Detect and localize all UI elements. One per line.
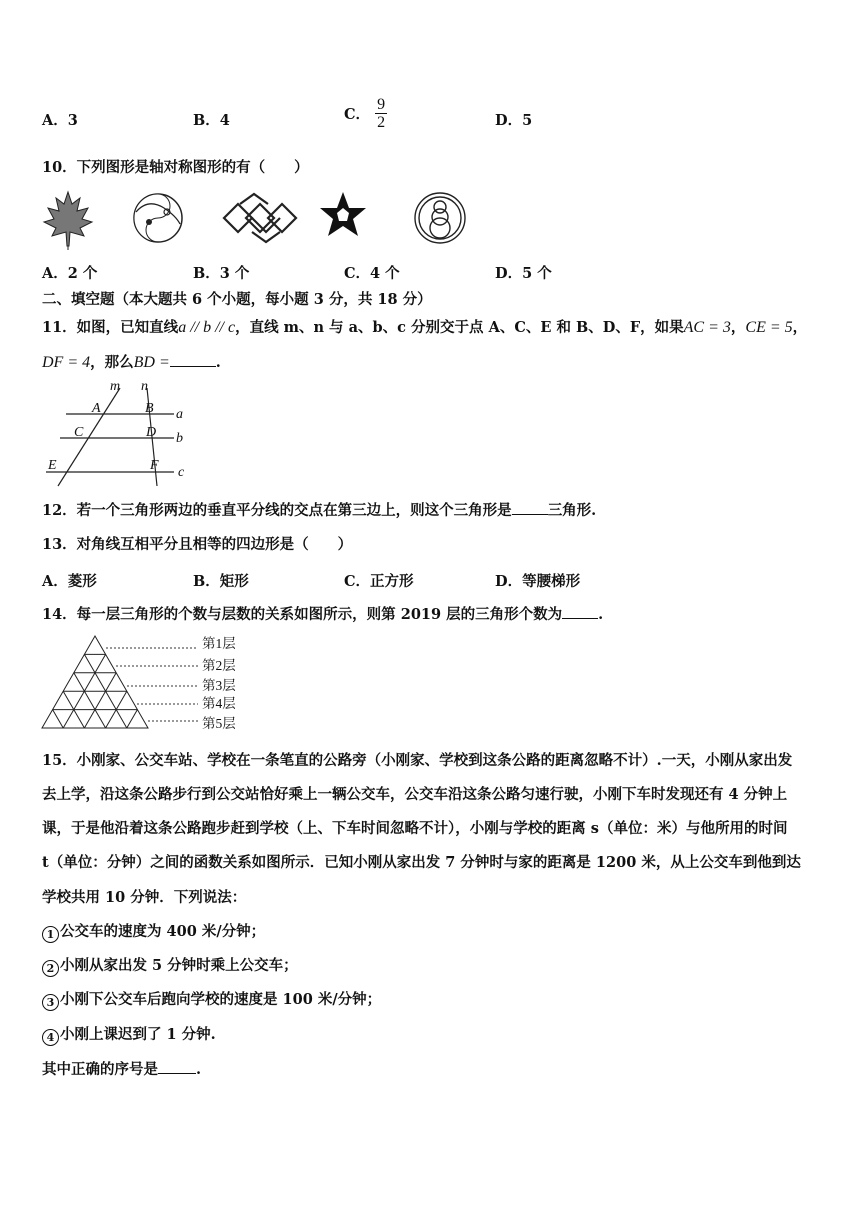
knot-pattern-icon [224,194,296,242]
q13-option-a: A．菱形 [42,573,97,590]
answer-blank[interactable] [158,1059,196,1074]
q15-line-3: 课，于是他沿着这条公路跑步赶到学校（上、下车时间忽略不计），小刚与学校的距离 s（单位：米）与他所用的时间 [42,820,788,837]
q10-option-d: D．5 个 [495,265,552,282]
answer-blank[interactable] [512,500,548,515]
q11-figure [40,378,200,488]
layer-label-3: 第3层 [202,678,236,693]
q14-triangle-figure [40,632,250,736]
q15-statement-3: 3 小刚下公交车后跑向学校的速度是 100 米/分钟； [42,990,381,1011]
q13-option-c: C．正方形 [344,573,414,590]
q10-stem: 10．下列图形是轴对称图形的有（ ） [42,159,309,176]
fraction: $\frac{9}{2}$ [377,96,386,131]
q9-option-c: C． $\frac{9}{2}$ [344,96,386,131]
q10-figures [40,186,470,252]
q10-option-b: B．3 个 [193,265,250,282]
q11-line2: DF = 4，那么BD = . [42,354,221,371]
label-E: E [48,458,57,473]
star-flower-icon [320,192,366,236]
q15-line-4: t（单位：分钟）之间的函数关系如图所示．已知小刚从家出发 7 分钟时与家的距离是 1200 米，从上公交车到他到达 [42,854,801,871]
label-D: D [146,425,157,440]
q15-line-1: 15．小刚家、公交车站、学校在一条笔直的公路旁（小刚家、学校到这条公路的距离忽略不计）.一天，小刚从家出发 [42,752,793,769]
circled-number: 4 [42,1029,59,1046]
circles-emblem-icon [415,193,465,243]
label-F: F [150,458,159,473]
layer-label-5: 第5层 [202,716,236,731]
yin-yang-icon [134,194,182,242]
q11-line1: 11．如图，已知直线a // b // c，直线 m、n 与 a、b、c 分别交于点 A、C、E 和 B、D、F，如果AC = 3，CE = 5， [42,319,808,336]
q12-text: 12．若一个三角形两边的垂直平分线的交点在第三边上，则这个三角形是 三角形. [42,502,597,519]
layer-label-4: 第4层 [202,696,236,711]
label-C: C [74,425,84,440]
q13-option-b: B．矩形 [193,573,249,590]
q13-option-d: D．等腰梯形 [495,573,581,590]
q9-option-b: B．4 [193,112,230,129]
circled-number: 3 [42,994,59,1011]
q13-stem: 13．对角线互相平分且相等的四边形是（ ） [42,536,353,553]
label-m: m [110,379,121,394]
label-a: a [176,407,183,422]
q9-option-a: A．3 [42,112,78,129]
circled-number: 1 [42,926,59,943]
q14-text: 14．每一层三角形的个数与层数的关系如图所示，则第 2019 层的三角形个数为 . [42,606,604,623]
label-c: c [178,465,185,480]
layer-label-1: 第1层 [202,636,236,651]
layer-label-2: 第2层 [202,658,236,673]
maple-leaf-icon [44,192,92,250]
q15-line-2: 去上学，沿这条公路步行到公交站恰好乘上一辆公交车，公交车沿这条公路匀速行驶，小刚下车时发现还有 4 分钟上 [42,786,788,803]
label-n: n [141,379,148,394]
line-m [58,388,120,486]
label-b: b [176,431,183,446]
answer-blank[interactable] [170,352,216,367]
q15-final: 其中正确的序号是 . [42,1061,202,1078]
q9-option-d: D．5 [495,112,533,129]
q15-statement-4: 4 小刚上课迟到了 1 分钟. [42,1025,216,1046]
answer-blank[interactable] [562,604,598,619]
q10-option-a: A．2 个 [42,265,98,282]
q15-statement-2: 2 小刚从家出发 5 分钟时乘上公交车； [42,956,298,977]
q15-statement-1: 1 公交车的速度为 400 米/分钟； [42,922,265,943]
q15-line-5: 学校共用 10 分钟．下列说法： [42,889,247,906]
label-B: B [145,401,154,416]
section-heading: 二、填空题（本大题共 6 个小题，每小题 3 分，共 18 分） [42,291,432,308]
circled-number: 2 [42,960,59,977]
big-triangle [42,636,148,728]
q10-option-c: C．4 个 [344,265,400,282]
label-A: A [92,401,101,416]
